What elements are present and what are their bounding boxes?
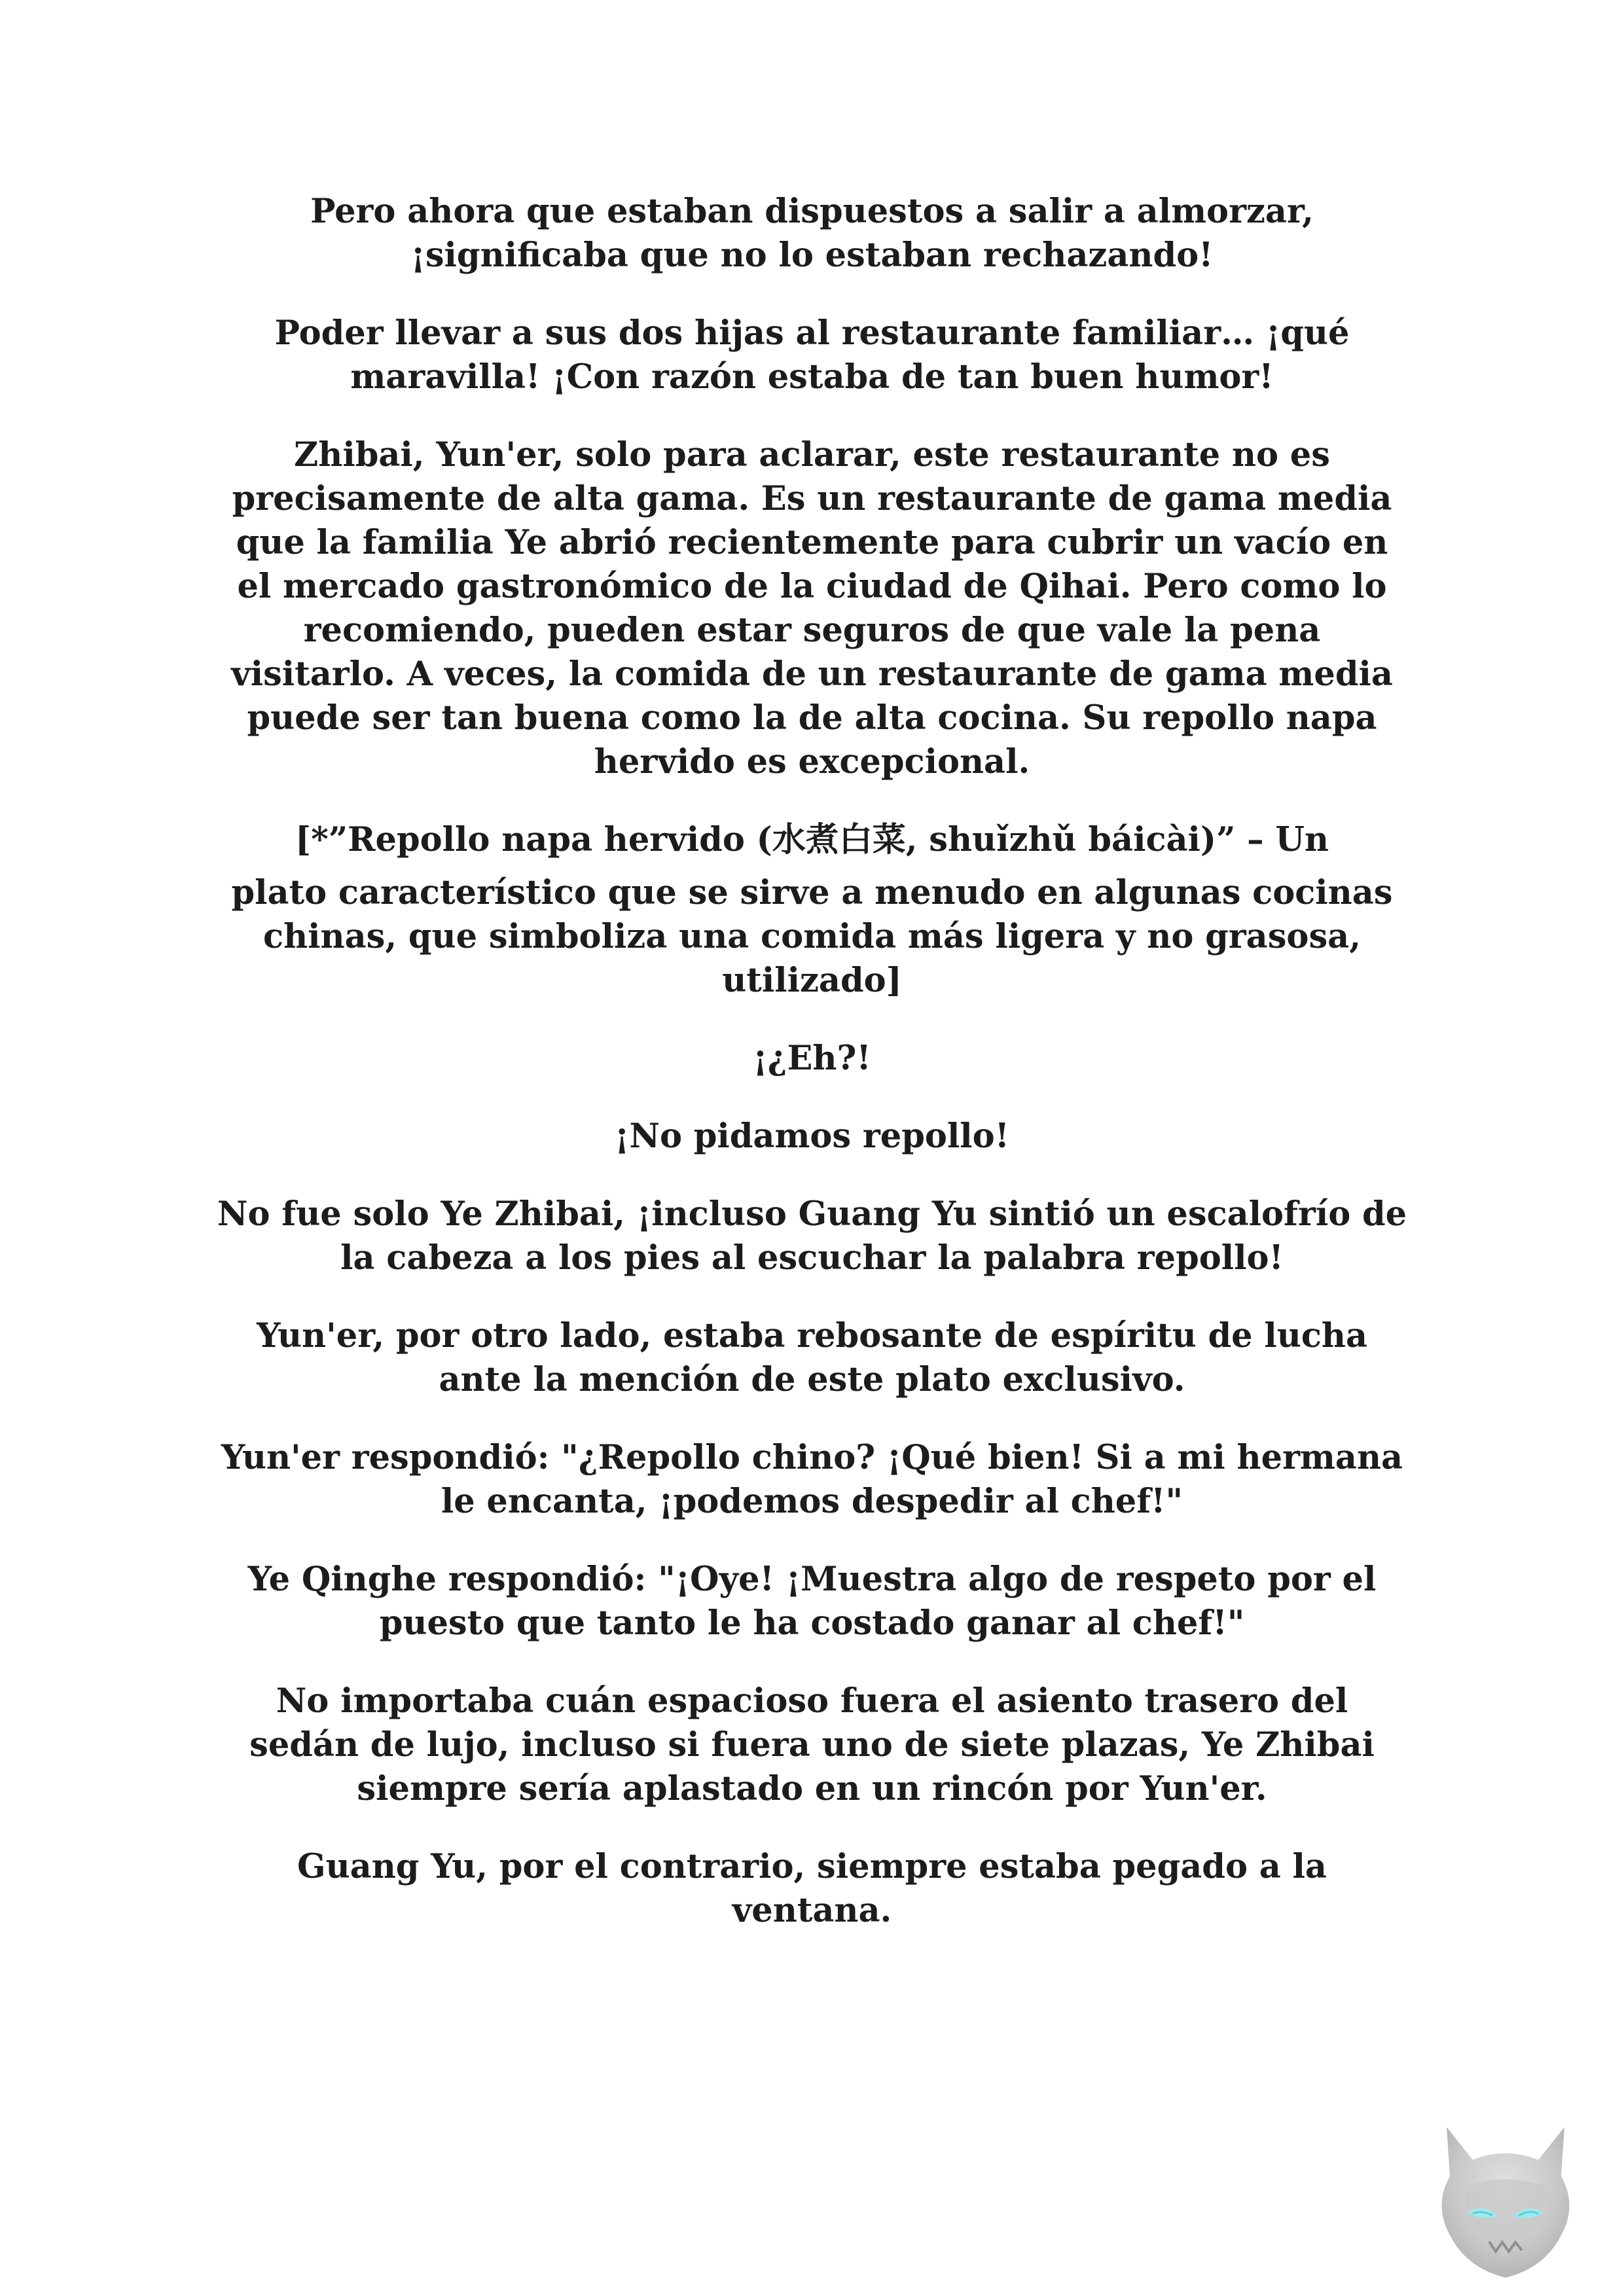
paragraph-1: Pero ahora que estaban dispuestos a salir a almorzar, ¡significaba que no lo estaban rechazando! [310,192,1314,275]
translator-note-body: plato característico que se sirve a menudo en algunas cocinas chinas, que simboliza una comida más ligera y no grasosa, utilizado] [231,873,1393,1000]
paragraph-fighting-spirit: Yun'er, por otro lado, estaba rebosante de espíritu de lucha ante la mención de este plato exclusivo. [257,1316,1367,1399]
paragraph-yuner-reply: Yun'er respondió: "¿Repollo chino? ¡Qué bien! Si a mi hermana le encanta, ¡podemos despedir al chef!" [221,1438,1403,1521]
paragraph-3: Zhibai, Yun'er, solo para aclarar, este restaurante no es precisamente de alta gama. Es un restaurante de gama media que la familia Ye abrió recientemente para cubrir un vacío en el mercado gastronómico de la ciudad de Qihai. Pero como lo recomiendo, pueden estar seguros de que vale la pena visitarlo. A veces, la comida de un restaurante de gama media puede ser tan buena como la de alta cocina. Su repollo napa hervido es excepcional. [231,435,1393,781]
paragraph-2: Poder llevar a sus dos hijas al restaurante familiar… ¡qué maravilla! ¡Con razón estaba de tan buen humor! [274,314,1350,397]
paragraph-back-seat: No importaba cuán espacioso fuera el asiento trasero del sedán de lujo, incluso si fuera uno de siete plazas, Ye Zhibai siempre sería aplastado en un rincón por Yun'er. [249,1681,1375,1808]
paragraph-shiver: No fue solo Ye Zhibai, ¡incluso Guang Yu sintió un escalofrío de la cabeza a los pies al escuchar la palabra repollo! [217,1194,1407,1278]
paragraph-no-cabbage: ¡No pidamos repollo! [614,1117,1010,1156]
paragraph-qinghe-reply: Ye Qinghe respondió: "¡Oye! ¡Muestra algo de respeto por el puesto que tanto le ha costado ganar al chef!" [247,1560,1377,1643]
paragraph-eh: ¡¿Eh?! [753,1039,871,1078]
demon-head-logo-icon [1427,2114,1584,2284]
chapter-text [216,190,1408,1967]
paragraph-window: Guang Yu, por el contrario, siempre estaba pegado a la ventana. [297,1847,1327,1930]
translator-note-title: [*”Repollo napa hervido (水煮白菜, shuǐzhǔ báicài)” – Un [295,820,1329,859]
